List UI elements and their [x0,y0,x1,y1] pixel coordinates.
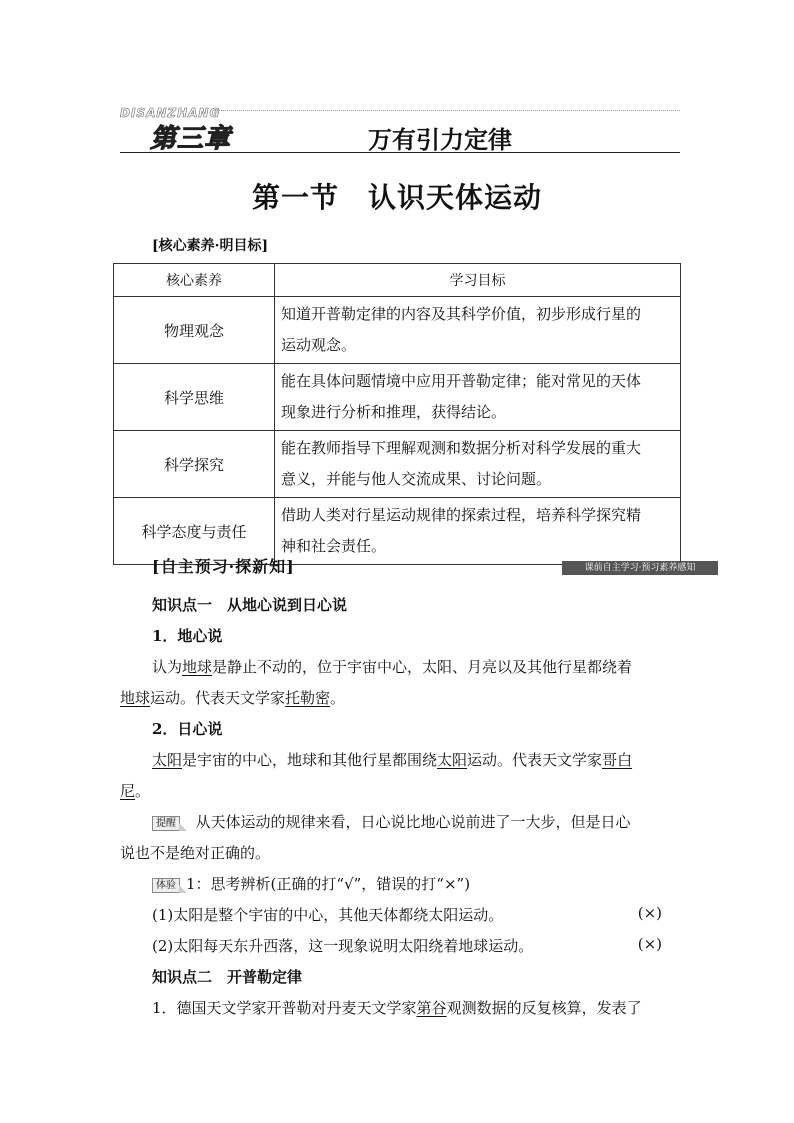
table-row [114,364,681,431]
tip-line [120,842,270,863]
goal-line: 运动观念。 [281,336,357,354]
answer-mark: (×) [637,935,662,953]
text: 运动。代表天文学家 [467,751,603,769]
question-text: (1)太阳是整个宇宙的中心，其他天体都绕太阳运动。 [152,906,504,924]
table-header-goal: 学习目标 [275,264,681,297]
goal-line: 意义，并能与他人交流成果、讨论问题。 [281,470,552,488]
chapter-pinyin: DISANZHANG [120,106,221,120]
goal-line: 能在具体问题情境中应用开普勒定律；能对常见的天体 [281,372,642,390]
text: 。 [330,689,346,707]
chapter-header [120,102,680,158]
experience-line [152,873,470,894]
table-cell-goal [275,431,681,498]
heliocentric-text-line [120,780,150,801]
blank-answer: 地球 [182,658,213,676]
experience-badge: 体验 [152,878,180,893]
table-row [114,297,681,364]
self-study-title: [自主预习·探新知] [152,557,295,576]
self-study-tag: 课前自主学习·预习素养感知 [562,561,718,575]
heliocentric-title: 2．日心说 [152,720,223,738]
text: 1．德国天文学家开普勒对丹麦天文学家 [152,999,417,1017]
header-rule [120,152,680,153]
table-cell-core: 科学探究 [114,431,275,498]
chapter-title: 万有引力定律 [368,125,512,154]
blank-answer: 第谷 [416,999,447,1017]
table-header-row [114,264,681,297]
text: 观测数据的反复核算，发表了 [446,999,642,1017]
goal-line: 知道开普勒定律的内容及其科学价值，初步形成行星的 [281,305,642,323]
chapter-label: 第三章 [150,124,232,154]
table-cell-core: 物理观念 [114,297,275,364]
blank-answer: 尼 [120,782,136,800]
goal-line: 能在教师指导下理解观测和数据分析对科学发展的重大 [281,439,642,457]
text: 1：思考辨析(正确的打“√”，错误的打“×”) [186,875,471,893]
question-1 [152,904,662,925]
goals-table [113,263,681,565]
answer-mark: (×) [637,904,662,922]
question-text: (2)太阳每天东升西落，这一现象说明太阳绕着地球运动。 [152,937,534,955]
text: 运动。代表天文学家 [150,689,286,707]
blank-answer: 托勒密 [285,689,331,707]
table-cell-core: 科学态度与责任 [114,498,275,565]
section-title: 第一节 认识天体运动 [251,181,542,214]
kepler-text-line [152,997,642,1018]
text: 是宇宙的中心，地球和其他行星都围绕 [182,751,438,769]
question-2 [152,935,662,956]
text: 说也不是绝对正确的。 [120,844,271,862]
geocentric-text-line [120,687,345,708]
table-row [114,431,681,498]
heliocentric-text-line [152,749,632,770]
tip-badge: 提醒 [152,816,180,831]
table-cell-core: 科学思维 [114,364,275,431]
blank-answer: 地球 [120,689,151,707]
text: 认为 [152,658,183,676]
goal-line: 神和社会责任。 [281,537,387,555]
table-header-core: 核心素养 [114,264,275,297]
table-cell-goal [275,364,681,431]
goal-line: 现象进行分析和推理，获得结论。 [281,403,507,421]
text: 从天体运动的规律来看，日心说比地心说前进了一大步，但是日心 [195,813,631,831]
blank-answer: 哥白 [602,751,633,769]
geocentric-title: 1．地心说 [152,627,223,645]
knowledge-point-1-title: 知识点一 从地心说到日心说 [152,596,348,614]
geocentric-text-line [152,656,632,677]
text: 是静止不动的，位于宇宙中心，太阳、月亮以及其他行星都绕着 [212,658,633,676]
knowledge-point-2-title: 知识点二 开普勒定律 [152,968,303,986]
tip-line [152,811,631,832]
header-dotted-line [215,110,680,111]
blank-answer: 太阳 [437,751,468,769]
table-cell-goal [275,498,681,565]
goal-line: 借助人类对行星运动规律的探索过程，培养科学探究精 [281,506,642,524]
text: 。 [135,782,151,800]
core-label: [核心素养·明目标] [152,238,269,254]
table-cell-goal [275,297,681,364]
blank-answer: 太阳 [152,751,183,769]
